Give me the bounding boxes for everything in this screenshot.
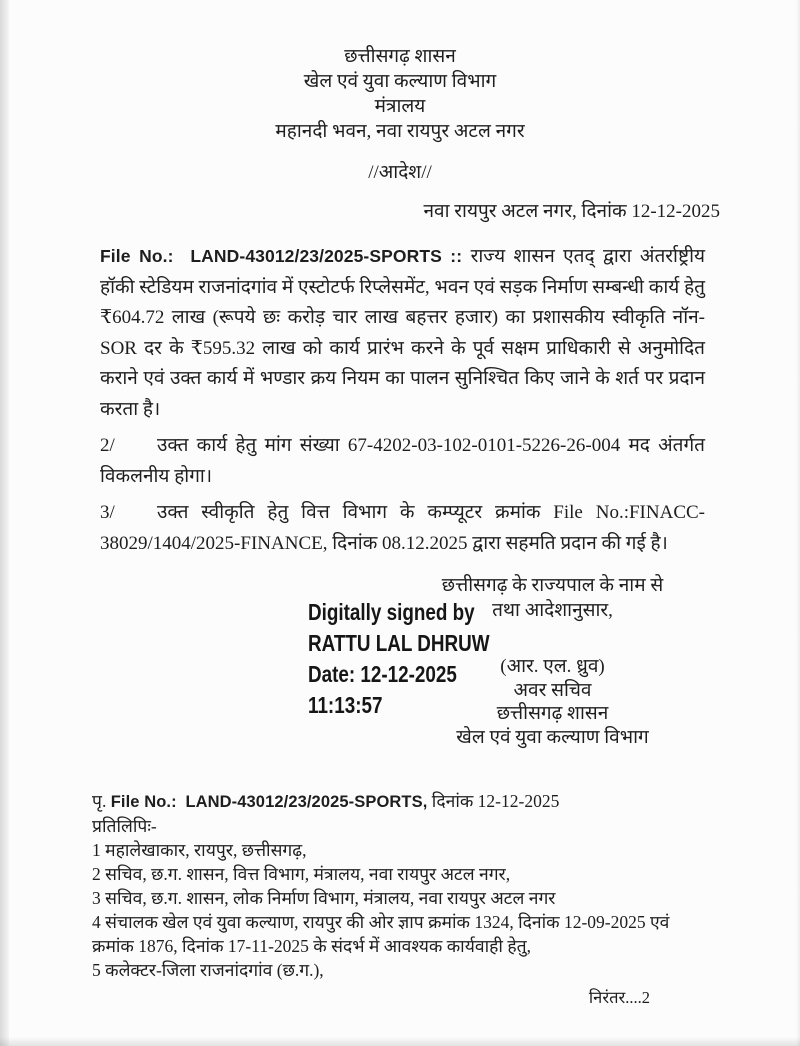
paragraph-2: [100, 431, 705, 492]
authority-line-2: तथा आदेशानुसार,: [492, 600, 613, 621]
paragraph-1: [100, 241, 705, 425]
signer-government: छत्तीसगढ़ शासन: [496, 703, 609, 724]
file-number: LAND-43012/23/2025-SPORTS: [190, 246, 442, 266]
copy-list: [92, 838, 705, 982]
endorsement-date: दिनांक 12-12-2025: [431, 791, 560, 811]
department-name: खेल एवं युवा कल्याण विभाग: [303, 71, 497, 92]
scan-edge-bottom: [0, 1037, 800, 1046]
office-address: महानदी भवन, नवा रायपुर अटल नगर: [275, 121, 525, 142]
paragraph-2-number: 2/: [100, 435, 115, 456]
scan-edge-left: [0, 0, 9, 1046]
copy-item-3: 3 सचिव, छ.ग. शासन, लोक निर्माण विभाग, मंत्रालय, नवा रायपुर अटल नगर: [92, 888, 556, 908]
signer-name: (आर. एल. ध्रुव): [500, 656, 605, 677]
letterhead: [0, 0, 800, 144]
paragraph-1-text: राज्य शासन एतद् द्वारा अंतर्राष्ट्रीय हॉकी स्टेडियम राजनांदगांव में एस्टोटर्फ रिप्लेसमेंट, भवन एवं सड़क निर्माण सम्बन्धी कार्य हेतु ₹604.72 लाख (रूपये छः करोड़ चार लाख बहत्तर हजार) का प्रशासकीय स्वीकृति नॉन-SOR दर के ₹595.32 लाख को कार्य प्रारंभ करने के पूर्व सक्षम प्राधिकारी से अनुमोदित कराने एवं उक्त कार्य में भण्डार क्रय नियम का पालन सुनिश्चित किए जाने के शर्त पर प्रदान करता है।: [100, 246, 706, 420]
file-number-label: File No.:: [100, 246, 174, 266]
paragraph-2-text: उक्त कार्य हेतु मांग संख्या 67-4202-03-102-0101-5226-26-004 मद अंतर्गत विकलनीय होगा।: [100, 435, 705, 487]
copy-item-1: 1 महालेखाकार, रायपुर, छत्तीसगढ़,: [92, 840, 307, 860]
authority-line-1: छत्तीसगढ़ के राज्यपाल के नाम से: [441, 575, 664, 596]
order-title: //आदेश//: [368, 162, 432, 183]
copy-item-4: 4 संचालक खेल एवं युवा कल्याण, रायपुर की ओर ज्ञाप क्रमांक 1324, दिनांक 12-09-2025 एवं क्रमांक 1876, दिनांक 17-11-2025 के संदर्भ में आवश्यक कार्यवाही हेतु,: [92, 912, 670, 956]
place-date-line: नवा रायपुर अटल नगर, दिनांक 12-12-2025: [423, 201, 720, 222]
endorsement-prefix: पृ.: [92, 791, 107, 811]
paragraph-3-number: 3/: [100, 502, 115, 523]
order-body: [0, 241, 800, 773]
endorsement-file-number: LAND-43012/23/2025-SPORTS,: [185, 793, 428, 811]
stamp-line-1: Digitally signed by: [308, 599, 475, 625]
signature-space: [400, 623, 705, 655]
copy-item-5: 5 कलेक्टर-जिला राजनांदगांव (छ.ग.),: [92, 960, 324, 980]
stamp-line-2: RATTU LAL DHRUW: [308, 630, 490, 656]
stamp-line-3: Date: 12-12-2025: [308, 661, 457, 687]
continuation-note: निरंतर....2: [588, 988, 650, 1007]
paragraph-3: [100, 498, 705, 559]
signer-designation: अवर सचिव: [513, 679, 592, 701]
copy-to-label: प्रतिलिपिः-: [92, 816, 157, 836]
endorsement-section: [0, 789, 800, 1010]
copy-item-2: 2 सचिव, छ.ग. शासन, वित्त विभाग, मंत्रालय, नवा रायपुर अटल नगर,: [92, 864, 511, 884]
stamp-line-4: 11:13:57: [308, 692, 383, 718]
signature-section: [100, 573, 705, 773]
paragraph-3-text: उक्त स्वीकृति हेतु वित्त विभाग के कम्प्यूटर क्रमांक File No.:FINACC-38029/1404/2025-FINANCE, दिनांक 08.12.2025 द्वारा सहमति प्रदान की गई है।: [100, 502, 705, 554]
government-name: छत्तीसगढ़ शासन: [344, 46, 456, 67]
scan-edge-right: [796, 0, 800, 1046]
endorsement-file-label: File No.:: [110, 793, 177, 811]
signatory-block: [400, 573, 705, 749]
office-name: मंत्रालय: [374, 96, 426, 117]
signer-department: खेल एवं युवा कल्याण विभाग: [456, 726, 649, 748]
separator: ::: [450, 246, 463, 266]
endorsement-line: [92, 789, 705, 814]
